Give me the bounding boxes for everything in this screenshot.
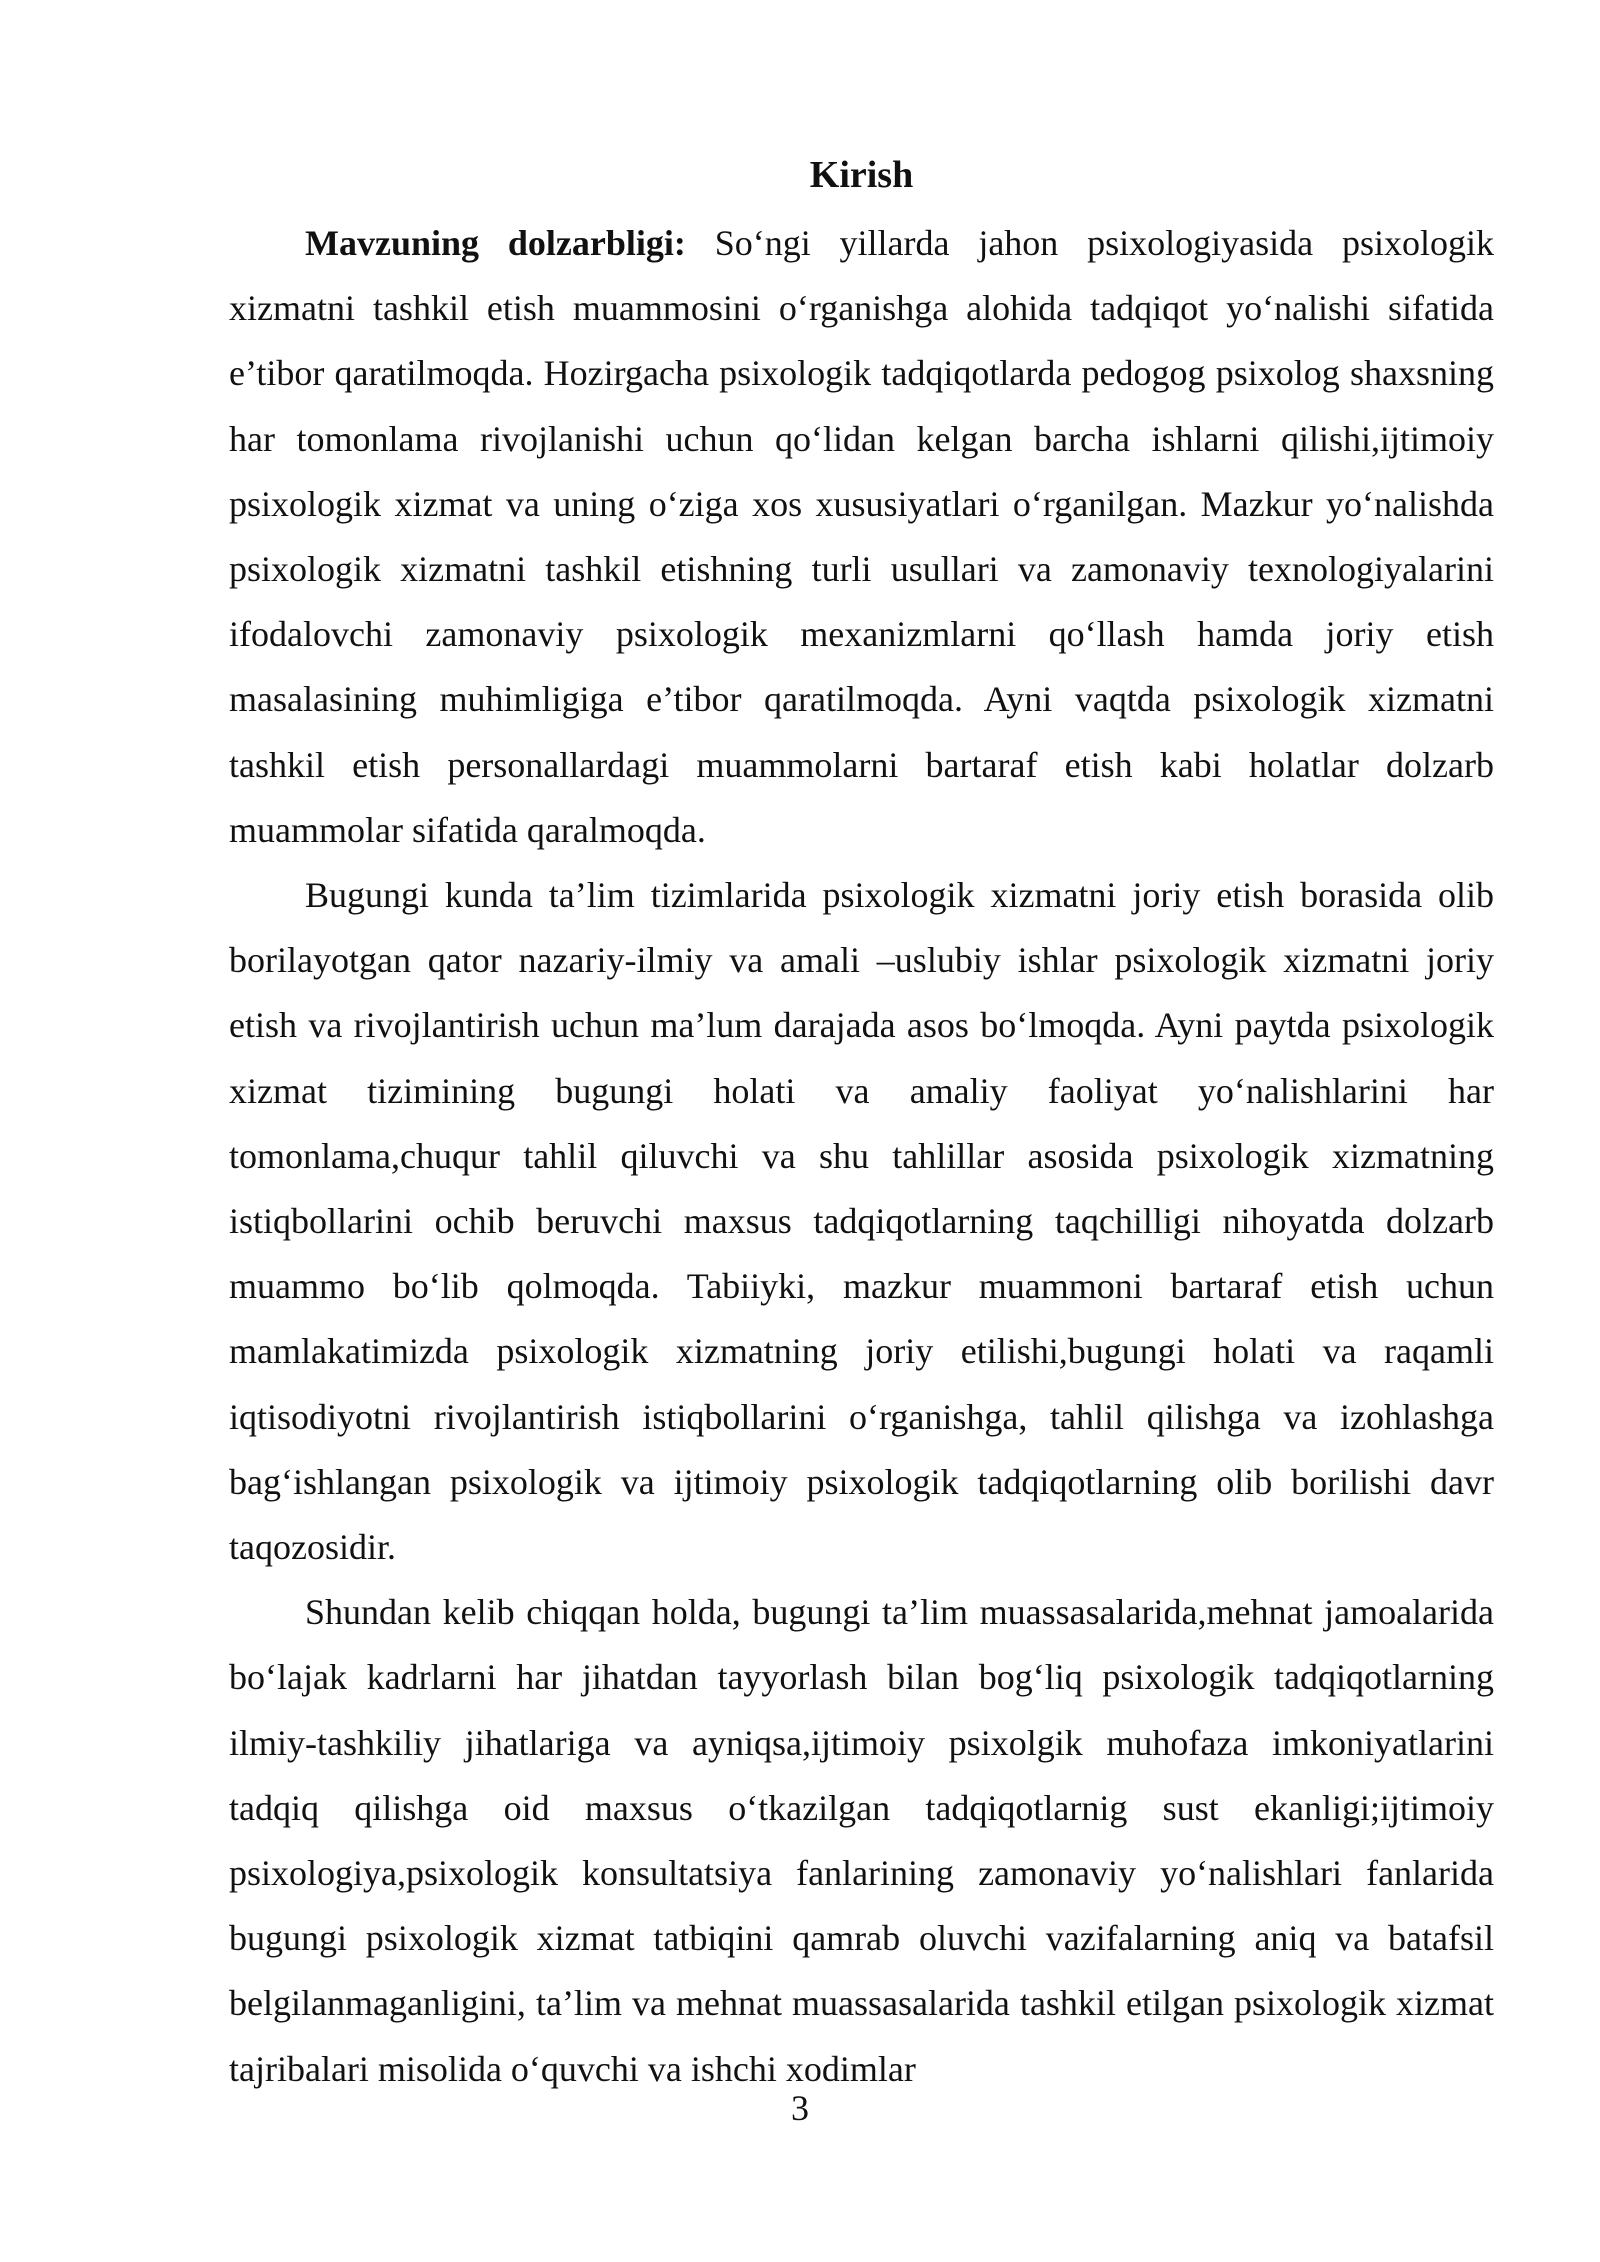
page-number: 3 — [791, 2088, 809, 2128]
paragraph-relevance-text: So‘ngi yillarda jahon psixologiyasida psixologik xizmatni tashkil etish muammosini o‘rganishga alohida tadqiqot yo‘nalishi sifatida e’tibor qaratilmoqda. Hozirgacha psixologik tadqiqotlarda pedogog psixolog shaxsning har tomonlama rivojlanishi uchun qo‘lidan kelgan barcha ishlarni qilishi,ijtimoiy psixologik xizmat va uning o‘ziga xos xususiyatlari o‘rganilgan. Mazkur yo‘nalishda psixologik xizmatni tashkil etishning turli usullari va zamonaviy texnologiyalarini ifodalovchi zamonaviy psixologik mexanizmlarni qo‘llash hamda joriy etish masalasining muhimligiga e’tibor qaratilmoqda. Ayni vaqtda psixologik xizmatni tashkil etish personallardagi muammolarni bartaraf etish kabi holatlar dolzarb muammolar sifatida qaralmoqda. — [229, 223, 1494, 850]
paragraph-relevance — [229, 211, 1494, 863]
paragraph-conclusion: Shundan kelib chiqqan holda, bugungi ta’lim muassasalarida,mehnat jamoalarida bo‘lajak kadrlarni har jihatdan tayyorlash bilan bog‘liq psixologik tadqiqotlarning ilmiy-tashkiliy jihatlariga va ayniqsa,ijtimoiy psixolgik muhofaza imkoniyatlarini tadqiq qilishga oid maxsus o‘tkazilgan tadqiqotlarnig sust ekanligi;ijtimoiy psixologiya,psixologik konsultatsiya fanlarining zamonaviy yo‘nalishlari fanlarida bugungi psixologik xizmat tatbiqini qamrab oluvchi vazifalarning aniq va batafsil belgilanmaganligini, ta’lim va mehnat muassasalarida tashkil etilgan psixologik xizmat tajribalari misolida o‘quvchi va ishchi xodimlar — [229, 1592, 1494, 2089]
document-body — [229, 145, 1494, 2102]
paragraph-education-systems: Bugungi kunda ta’lim tizimlarida psixologik xizmatni joriy etish borasida olib borilayotgan qator nazariy-ilmiy va amali –uslubiy ishlar psixologik xizmatni joriy etish va rivojlantirish uchun ma’lum darajada asos bo‘lmoqda. Ayni paytda psixologik xizmat tizimining bugungi holati va amaliy faoliyat yo‘nalishlarini har tomonlama,chuqur tahlil qiluvchi va shu tahlillar asosida psixologik xizmatning istiqbollarini ochib beruvchi maxsus tadqiqotlarning taqchilligi nihoyatda dolzarb muammo bo‘lib qolmoqda. Tabiiyki, mazkur muammoni bartaraf etish uchun mamlakatimizda psixologik xizmatning joriy etilishi,bugungi holati va raqamli iqtisodiyotni rivojlantirish istiqbollarini o‘rganishga, tahlil qilishga va izohlashga bag‘ishlangan psixologik va ijtimoiy psixologik tadqiqotlarning olib borilishi davr taqozosidir. — [229, 875, 1494, 1568]
section-title: Kirish — [809, 154, 914, 196]
paragraph-lead: Mavzuning dolzarbligi: — [305, 223, 686, 263]
